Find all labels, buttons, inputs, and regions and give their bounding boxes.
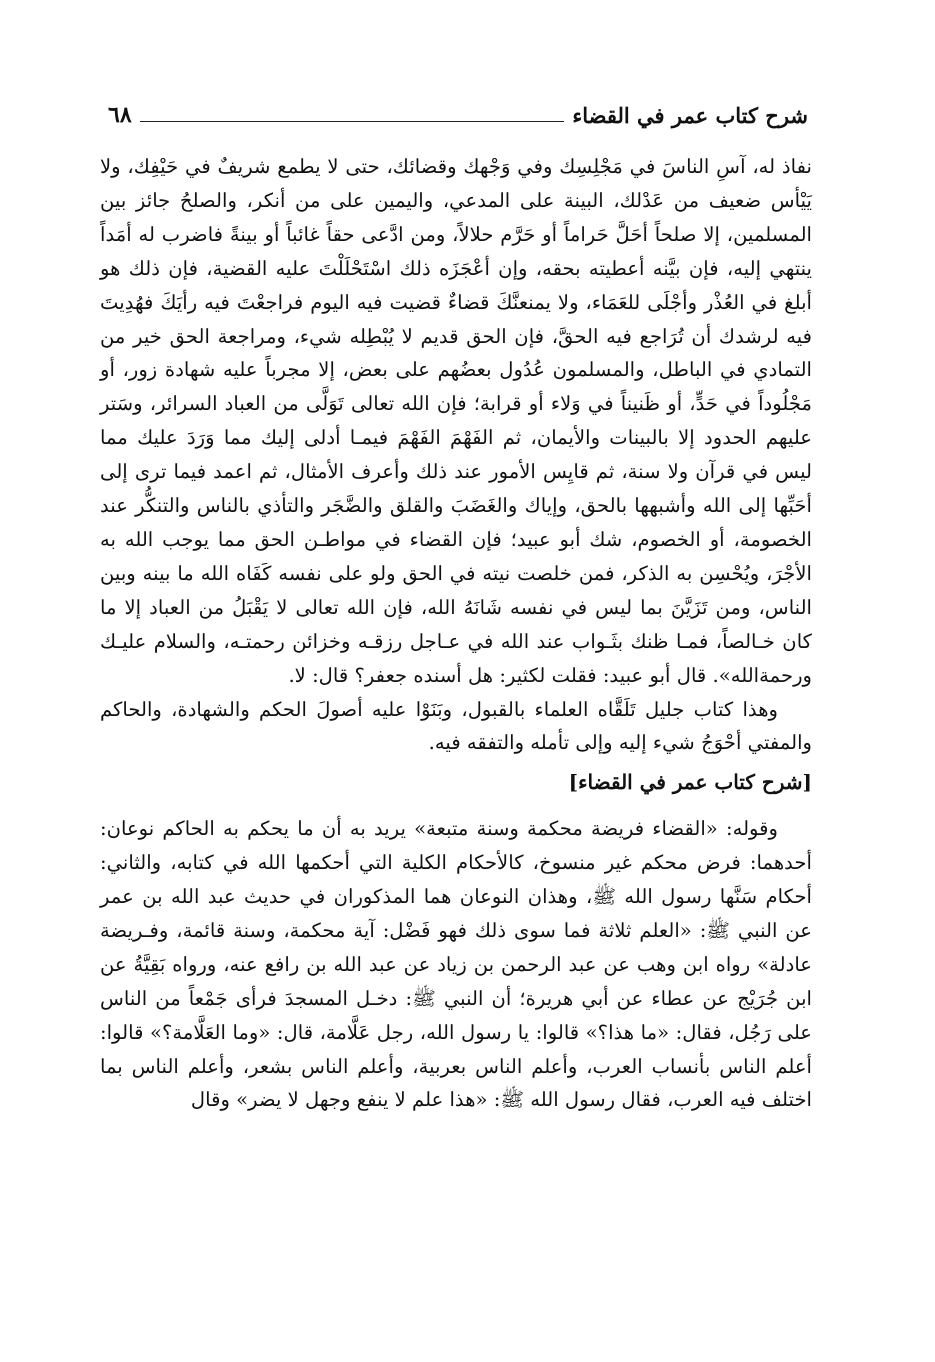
remark-paragraph: وهذا كتاب جليل تَلَقَّاه العلماء بالقبول، وبَنَوْا عليه أصولَ الحكم والشهادة، والحاكم والمفتي أحْوَجُ شيء إليه وإلى تأمله والتفقه فيه. — [100, 697, 812, 755]
section-heading: [شرح كتاب عمر في القضاء] — [568, 770, 812, 795]
quoted-letter-paragraph: نفاذ له، آسِ الناسَ في مَجْلِسِك وفي وَجْهك وقضائك، حتى لا يطمع شريفٌ في حَيْفِك، ولا يَيْأس ضعيف من عَدْلك، البينة على المدعي، واليمين على من أنكر، والصلحُ جائز بين المسلمين، إلا صلحاً أحَلَّ حَراماً أو حَرَّم حلالاً، ومن ادَّعى حقاً غائباً أو بينةً فاضرب له أمَداً ينتهي إليه، فإن بيَّنه أعطيته بحقه، وإن أعْجَزَه ذلك اسْتَحْلَلْتَ عليه القضية، فإن ذلك هو أبلغ في العُذْر وأجْلَى للعَمَاء، ولا يمنعنَّكَ قضاءٌ قضيت فيه اليوم فراجعْتَ فيه رأيَكَ فهُدِيتَ فيه لرشدك أن تُرَاجع فيه الحقَّ، فإن الحق قديم لا يُبْطِله شيء، ومراجعة الحق خير من التمادي في الباطل، والمسلمون عُدُول بعضُهم على بعض، إلا مجرباً عليه شهادة زور، أو مَجْلُوداً في حَدٍّ، أو ظَنيناً في وَلاء أو قرابة؛ فإن الله تعالى تَوَلَّى من العباد السرائر، وسَتر عليهم الحدود إلا بالبينات والأيمان، ثم الفَهْمَ الفَهْمَ فيمـا أدلى إليك مما وَرَدَ عليك مما ليس في قرآن ولا سنة، ثم قايِس الأمور عند ذلك وأعرف الأمثال، ثم اعمد فيما ترى إلى أحَبِّها إلى الله وأشبهها بالحق، وإياك والغَضَبَ والقلق والضَّجَر والتأذي بالناس والتنكُّر عند الخصومة، أو الخصوم، شك أبو عبيد؛ فإن القضاء في مواطـن الحق مما يوجب الله به الأجْرَ، ويُحْسِن به الذكر، فمن خلصت نيته في الحق ولو على نفسه كَفَاه الله ما بينه وبين الناس، ومن تَزَيَّنَ بما ليس في نفسه شَانَهُ الله، فإن الله تعالى لا يَقْبَلُ من العباد إلا ما كان خـالصاً، فمـا ظنك بثَـواب عند الله في عـاجل رزقـه وخزائن رحمتـه، والسلام عليـك ورحمةالله». قال أبو عبيد: فقلت لكثير: هل أسنده جعفر؟ قال: لا. — [100, 155, 812, 687]
commentary-paragraph: وقوله: «القضاء فريضة محكمة وسنة متبعة» يريد به أن ما يحكم به الحاكم نوعان: أحدهما: فرض محكم غير منسوخ، كالأحكام الكلية التي أحكمها الله في كتابه، والثاني: أحكام سَنَّها رسول الله ﷺ، وهذان النوعان هما المذكوران في حديث عبد الله بن عمر عن النبي ﷺ: «العلم ثلاثة فما سوى ذلك فهو فَضْل: آية محكمة، وسنة قائمة، وفـريضة عادلة» رواه ابن وهب عن عبد الرحمن بن زياد عن عبد الله بن رافع عنه، ورواه بَقِيَّةُ عن ابن جُرَيْج عن عطاء عن أبي هريرة؛ أن النبي ﷺ: دخـل المسجدَ فرأى جَمْعاً من الناس على رَجُل، فقال: «ما هذا؟» قالوا: يا رسول الله، رجل عَلَّامة، قال: «وما العَلَّامة؟» قالوا: أعلم الناس بأنساب العرب، وأعلم الناس بعربية، وأعلم الناس بشعر، وأعلم الناس بما اختلف فيه العرب، فقال رسول الله ﷺ: «هذا علم لا ينفع وجهل لا يضر» وقال — [100, 817, 812, 1112]
header-title: شرح كتاب عمر في القضاء — [572, 102, 808, 128]
page-number: ٦٨ — [108, 102, 132, 128]
header-rule — [140, 121, 565, 122]
running-header — [108, 98, 808, 132]
page-body — [100, 150, 812, 1117]
